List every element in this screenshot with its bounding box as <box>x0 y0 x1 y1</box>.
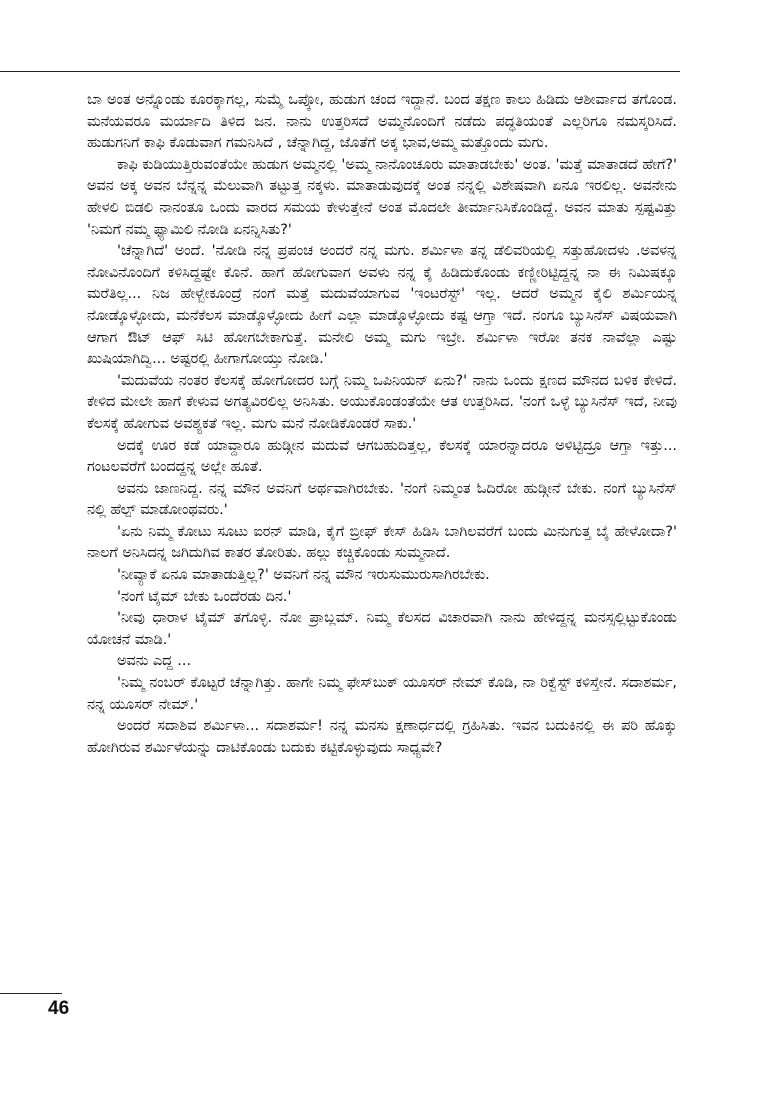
paragraph: 'ನೀವು ಧಾರಾಳ ಟೈಮ್ ತಗೊಳ್ಳಿ. ನೋ ಪ್ರಾಬ್ಲಮ್. ನಿಮ್ಮ ಕೆಲಸದ ವಿಚಾರವಾಗಿ ನಾನು ಹೇಳಿದ್ದನ್ನ ಮನಸ್ಸಲ್ಲಿಟ್ಟುಕೊಂಡು ಯೋಚನೆ ಮಾಡಿ.' <box>87 610 677 648</box>
paragraph: 'ಚೆನ್ನಾಗಿದೆ' ಅಂದೆ. 'ನೋಡಿ ನನ್ನ ಪ್ರಪಂಚ ಅಂದರೆ ನನ್ನ ಮಗು. ಶರ್ಮಿಳಾ ತನ್ನ ಡೆಲಿವರಿಯಲ್ಲಿ ಸತ್ತುಹೋದಳು .ಅವಳನ್ನ ನೋವಿನೊಂದಿಗೆ ಕಳಿಸಿದ್ದಷ್ಟೇ ಕೊನೆ. ಹಾಗೆ ಹೋಗುವಾಗ ಅವಳು ನನ್ನ ಕೈ ಹಿಡಿದುಕೊಂಡು ಕಣ್ಣೀರಿಟ್ಟಿದ್ದನ್ನ ನಾ ಈ ನಿಮಿಷಕ್ಕೂ ಮರೆತಿಲ್ಲ... ನಿಜ ಹೇಳ್ಬೇಕೂಂದ್ರೆ ನಂಗೆ ಮತ್ತೆ ಮದುವೆಯಾಗುವ 'ಇಂಟರೆಸ್ಟ್' ಇಲ್ಲ. ಆದರೆ ಅಮ್ಮನ ಕೈಲಿ ಶರ್ಮಿಯನ್ನ ನೋಡ್ಕೊಳ್ಳೋದು, ಮನೆಕೆಲಸ ಮಾಡ್ಕೊಳ್ಳೋದು ಹೀಗೆ ಎಲ್ಲಾ ಮಾಡ್ಕೊಳ್ಳೋದು ಕಷ್ಟ ಆಗ್ತಾ ಇದೆ. ನಂಗೂ ಬ್ಯುಸಿನೆಸ್ ವಿಷಯವಾಗಿ ಆಗಾಗ ಔಟ್ ಆಫ್ ಸಿಟಿ ಹೋಗಬೇಕಾಗುತ್ತೆ. ಮನೇಲಿ ಅಮ್ಮ ಮಗು ಇಬ್ರೇ. ಶರ್ಮಿಳಾ ಇರೋ ತನಕ ನಾವೆಲ್ಲಾ ಎಷ್ಟು ಖುಷಿಯಾಗಿದ್ವಿ... ಅಷ್ಟರಲ್ಲಿ ಹೀಗಾಗೋಯ್ತು ನೋಡಿ.' <box>87 243 677 368</box>
page-body <box>87 90 677 759</box>
paragraph: 'ಮದುವೆಯ ನಂತರ ಕೆಲಸಕ್ಕೆ ಹೋಗೋದರ ಬಗ್ಗೆ ನಿಮ್ಮ ಒಪಿನಿಯನ್ ಏನು?' ನಾನು ಒಂದು ಕ್ಷಣದ ಮೌನದ ಬಳಿಕ ಕೇಳಿದೆ. ಕೇಳಿದ ಮೇಲೇ ಹಾಗೆ ಕೇಳುವ ಅಗತ್ಯವಿರಲಿಲ್ಲ ಅನಿಸಿತು. ಅಯುಕೊಂಡಂತೆಯೇ ಆತ ಉತ್ತರಿಸಿದ. 'ನಂಗೆ ಒಳ್ಳೆ ಬ್ಯುಸಿನೆಸ್ ಇದೆ, ನೀವು ಕೆಲಸಕ್ಕೆ ಹೋಗುವ ಅವಶ್ಯಕತೆ ಇಲ್ಲ. ಮಗು ಮನೆ ನೋಡಿಕೊಂಡರೆ ಸಾಕು.' <box>87 372 677 432</box>
paragraph: ಬಾ ಅಂತ ಅನ್ನೊಂಡು ಕೂರಕ್ಕಾಗಲ್ಲ, ಸುಮ್ಮೆ ಒಪ್ಕೋ, ಹುಡುಗ ಚಂದ ಇದ್ದಾನೆ. ಬಂದ ತಕ್ಷಣ ಕಾಲು ಹಿಡಿದು ಆಶೀರ್ವಾದ ತಗೊಂಡ. ಮನೆಯವರೂ ಮರ್ಯಾದಿ ತಿಳಿದ ಜನ. ನಾನು ಉತ್ತರಿಸದೆ ಅಮ್ಮನೊಂದಿಗೆ ನಡೆದು ಪದ್ಧತಿಯಂತೆ ಎಲ್ಲರಿಗೂ ನಮಸ್ಕರಿಸಿದೆ. ಹುಡುಗನಿಗೆ ಕಾಫಿ ಕೊಡುವಾಗ ಗಮನಿಸಿದೆ , ಚೆನ್ನಾಗಿದ್ದ, ಜೊತೆಗೆ ಅಕ್ಕ ಭಾವ,ಅಮ್ಮ ಮತ್ತೊಂದು ಮಗು. <box>87 92 677 152</box>
header-rule <box>0 71 680 72</box>
paragraph: 'ಏನು ನಿಮ್ಮ ಕೋಟು ಸೂಟು ಐರನ್ ಮಾಡಿ, ಕೈಗೆ ಬ್ರೀಫ್ ಕೇಸ್ ಹಿಡಿಸಿ ಬಾಗಿಲವರೆಗೆ ಬಂದು ಮಿನುಗುತ್ತ ಬೈ ಹೇಳೋದಾ?' ನಾಲಗೆ ಅನಿಸಿದನ್ನ ಜಗಿದುಗಿವ ಕಾತರ ತೋರಿತು. ಹಲ್ಲು ಕಚ್ಚಿಕೊಂಡು ಸುಮ್ಮನಾದೆ. <box>87 523 677 562</box>
paragraph: ಅವನು ಜಾಣನಿದ್ದ. ನನ್ನ ಮೌನ ಅವನಿಗೆ ಅರ್ಥವಾಗಿರಬೇಕು. 'ನಂಗೆ ನಿಮ್ಮಂತ ಓದಿರೋ ಹುಡ್ಗೀನೆ ಬೇಕು. ನಂಗೆ ಬ್ಯುಸಿನೆಸ್ ನಲ್ಲಿ ಹೆಲ್ಪ್ ಮಾಡೋಂಥವರು.' <box>87 480 677 519</box>
page-number: 46 <box>48 998 70 1019</box>
paragraph: ಅದಕ್ಕೆ ಊರ ಕಡೆ ಯಾವ್ದಾರೂ ಹುಡ್ಗೀನ ಮದುವೆ ಆಗಬಹುದಿತ್ತಲ್ಲ, ಕೆಲಸಕ್ಕೆ ಯಾರನ್ನಾದರೂ ಅಳಿಟ್ಟಿದ್ರೂ ಆಗ್ತಾ ಇತ್ತು... ಗಂಟಲವರೆಗೆ ಬಂದದ್ದನ್ನ ಅಲ್ಲೇ ಹೂತೆ. <box>87 437 677 476</box>
paragraph: ಅವನು ಎದ್ದ ... <box>117 653 192 670</box>
paragraph: 'ನಂಗೆ ಟೈಮ್ ಬೇಕು ಒಂದೆರಡು ದಿನ.' <box>117 588 292 605</box>
paragraph: 'ನಿಮ್ಮ ನಂಬರ್ ಕೊಟ್ಟರೆ ಚೆನ್ನಾಗಿತ್ತು. ಹಾಗೇ ನಿಮ್ಮ ಫೇಸ್‌ಬುಕ್ ಯೂಸರ್ ನೇಮ್ ಕೊಡಿ, ನಾ ರಿಕ್ವೆಸ್ಟ್ ಕಳಿಸ್ತೇನೆ. ಸದಾಶರ್ಮ, ನನ್ನ ಯೂಸರ್ ನೇಮ್.' <box>87 675 677 713</box>
paragraph: 'ನೀವ್ಯಾಕೆ ಏನೂ ಮಾತಾಡುತ್ತಿಲ್ಲ?' ಅವನಿಗೆ ನನ್ನ ಮೌನ ಇರುಸುಮುರುಸಾಗಿರಬೇಕು. <box>117 567 490 584</box>
paragraph: ಕಾಫಿ ಕುಡಿಯುತ್ತಿರುವಂತೆಯೇ ಹುಡುಗ ಅಮ್ಮನಲ್ಲಿ 'ಅಮ್ಮ ನಾನೊಂಚೂರು ಮಾತಾಡಬೇಕು' ಅಂತ. 'ಮತ್ತೆ ಮಾತಾಡದೆ ಹೇಗೆ?' ಅವನ ಅಕ್ಕ ಅವನ ಬೆನ್ನನ್ನ ಮೆಲುವಾಗಿ ತಟ್ಟುತ್ತ ನಕ್ಕಳು. ಮಾತಾಡುವುದಕ್ಕೆ ಅಂತ ನನ್ನಲ್ಲಿ ವಿಶೇಷವಾಗಿ ಏನೂ ಇರಲಿಲ್ಲ. ಅವನೇನು ಹೇಳಲಿ ಬಿಡಲಿ ನಾನಂತೂ ಒಂದು ವಾರದ ಸಮಯ ಕೇಳುತ್ತೇನೆ ಅಂತ ಮೊದಲೇ ತೀರ್ಮಾನಿಸಿಕೊಂಡಿದ್ದೆ. ಅವನ ಮಾತು ಸ್ಪಷ್ಟವಿತ್ತು 'ನಿಮಗೆ ನಮ್ಮ ಫ್ಯಾಮಿಲಿ ನೋಡಿ ಏನನ್ನಿಸಿತು?' <box>87 156 677 238</box>
footer-rule <box>0 993 62 994</box>
paragraph: ಅಂದರೆ ಸದಾಶಿವ ಶರ್ಮಿಳಾ... ಸದಾಶರ್ಮ! ನನ್ನ ಮನಸು ಕ್ಷಣಾರ್ಧದಲ್ಲಿ ಗ್ರಹಿಸಿತು. ಇವನ ಬದುಕಿನಲ್ಲಿ ಈ ಪರಿ ಹೊಕ್ಕು ಹೋಗಿರುವ ಶರ್ಮಿಳೆಯನ್ನು ದಾಟಿಕೊಂಡು ಬದುಕು ಕಟ್ಟಿಕೊಳ್ಳುವುದು ಸಾಧ್ಯವೇ? <box>87 718 677 756</box>
